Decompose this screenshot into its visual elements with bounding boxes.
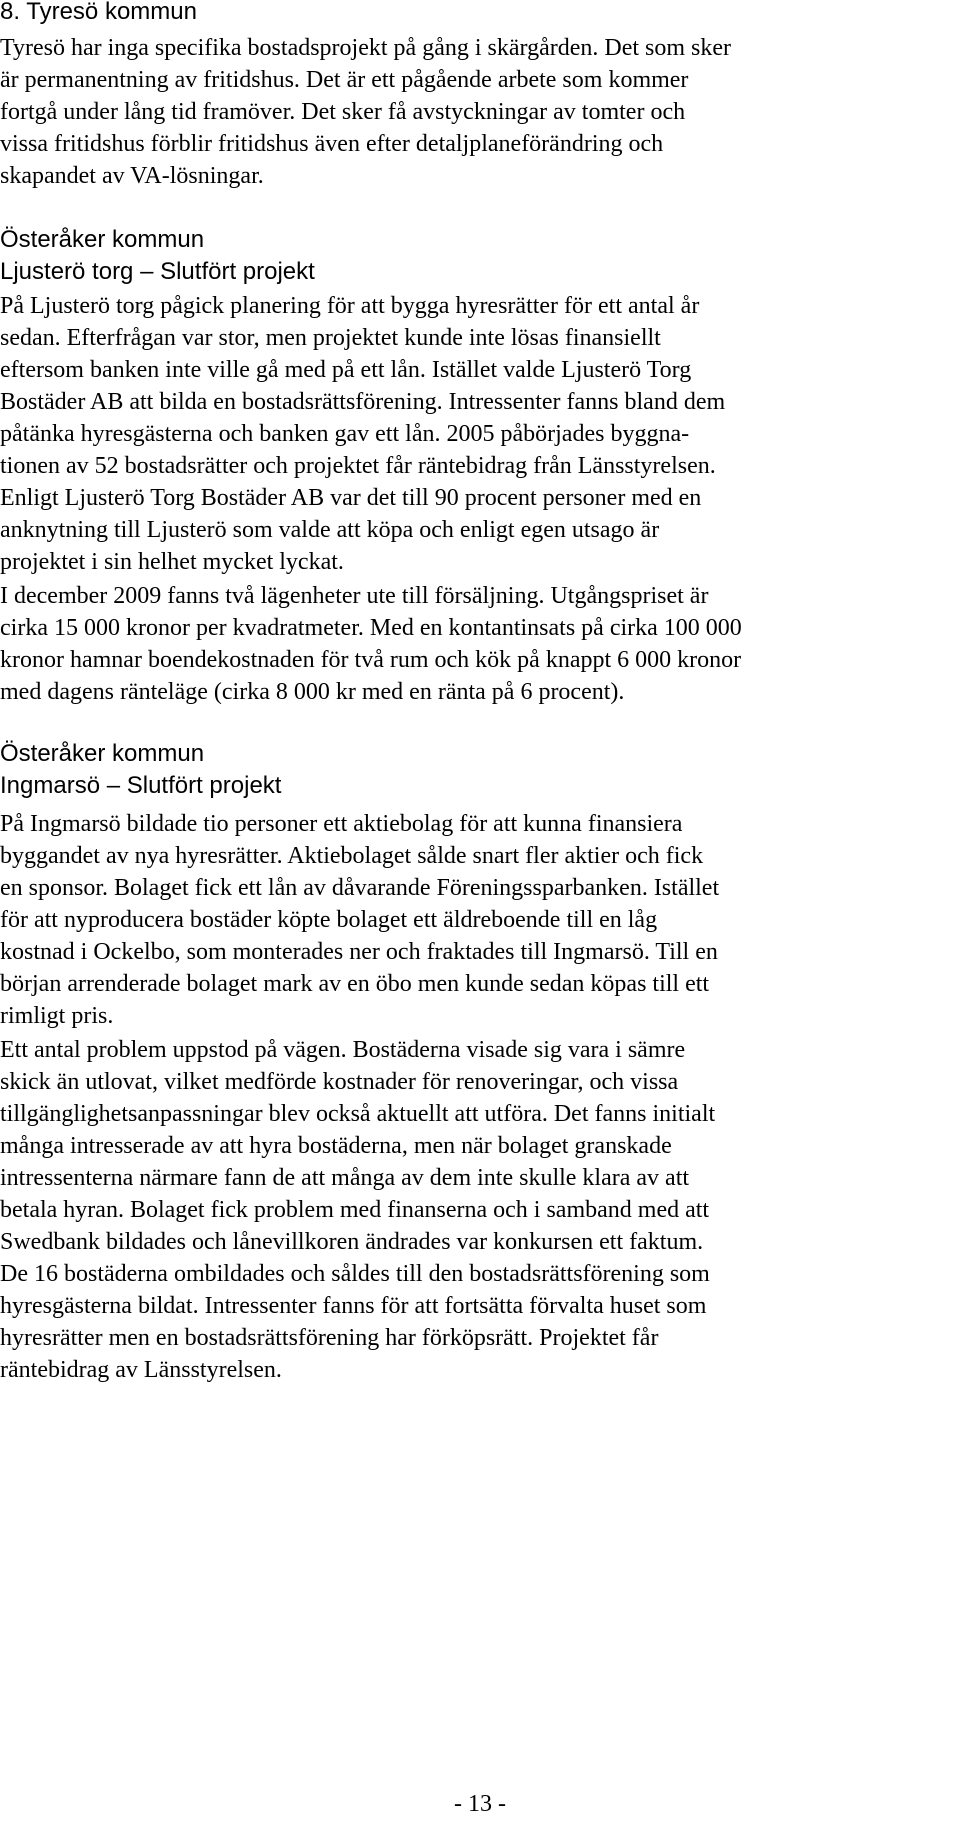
text-line: På Ingmarsö bildade tio personer ett aktiebolag för att kunna finansiera [0, 811, 683, 837]
text-line: Tyresö har inga specifika bostadsprojekt på gång i skärgården. Det som sker [0, 35, 732, 61]
ljustero-paragraph-1 [0, 290, 725, 578]
text-line: De 16 bostäderna ombildades och såldes till den bostadsrättsförening som [0, 1261, 710, 1287]
text-line: hyresrätter men en bostadsrättsförening har förköpsrätt. Projektet får [0, 1325, 659, 1351]
text-line: På Ljusterö torg pågick planering för att bygga hyresrätter för ett antal år [0, 293, 700, 319]
ingmarso-project-title: Ingmarsö – Slutfört projekt [0, 772, 282, 799]
text-line: vissa fritidshus förblir fritidshus även efter detaljplaneförändring och [0, 131, 664, 157]
text-line: cirka 15 000 kronor per kvadratmeter. Med en kontantinsats på cirka 100 000 [0, 615, 742, 641]
text-line: sedan. Efterfrågan var stor, men projektet kunde inte lösas finansiellt [0, 325, 661, 351]
text-line: I december 2009 fanns två lägenheter ute till försäljning. Utgångspriset är [0, 583, 709, 609]
text-line: hyresgästerna bildat. Intressenter fanns för att fortsätta förvalta huset som [0, 1293, 707, 1319]
text-line: för att nyproducera bostäder köpte bolaget ett äldreboende till en låg [0, 907, 658, 933]
text-line: påtänka hyresgästerna och banken gav ett lån. 2005 påbörjades byggna- [0, 421, 690, 447]
ingmarso-paragraph-2 [0, 1034, 715, 1386]
text-line: betala hyran. Bolaget fick problem med finanserna och i samband med att [0, 1197, 710, 1223]
text-line: eftersom banken inte ville gå med på ett lån. Istället valde Ljusterö Torg [0, 357, 692, 383]
text-line: Enligt Ljusterö Torg Bostäder AB var det till 90 procent personer med en [0, 485, 702, 511]
text-line: projektet i sin helhet mycket lyckat. [0, 549, 344, 575]
text-line: kostnad i Ockelbo, som monterades ner och fraktades till Ingmarsö. Till en [0, 939, 718, 965]
intro-paragraph [0, 32, 731, 192]
text-line: är permanentning av fritidshus. Det är ett pågående arbete som kommer [0, 67, 689, 93]
text-line: tionen av 52 bostadsrätter och projektet får räntebidrag från Länsstyrelsen. [0, 453, 716, 479]
page-number: - 13 - [454, 1791, 506, 1817]
text-line: skapandet av VA-lösningar. [0, 163, 264, 189]
section-heading: 8. Tyresö kommun [0, 0, 197, 25]
text-line: Swedbank bildades och lånevillkoren ändrades var konkursen ett faktum. [0, 1229, 704, 1255]
text-line: rimligt pris. [0, 1003, 114, 1029]
ljustero-municipality-heading: Österåker kommun [0, 226, 205, 253]
text-line: intressenterna närmare fann de att många av dem inte skulle klara av att [0, 1165, 690, 1191]
text-line: fortgå under lång tid framöver. Det sker få avstyckningar av tomter och [0, 99, 686, 125]
text-line: en sponsor. Bolaget fick ett lån av dåvarande Föreningssparbanken. Istället [0, 875, 720, 901]
text-line: anknytning till Ljusterö som valde att köpa och enligt egen utsago är [0, 517, 660, 543]
text-line: början arrenderade bolaget mark av en öbo men kunde sedan köpas till ett [0, 971, 710, 997]
text-line: skick än utlovat, vilket medförde kostnader för renoveringar, och vissa [0, 1069, 679, 1095]
ljustero-project-title: Ljusterö torg – Slutfört projekt [0, 258, 315, 285]
text-line: tillgänglighetsanpassningar blev också aktuellt att utföra. Det fanns initialt [0, 1101, 716, 1127]
ingmarso-paragraph-1 [0, 808, 719, 1032]
text-line: byggandet av nya hyresrätter. Aktiebolaget sålde snart fler aktier och fick [0, 843, 704, 869]
text-line: räntebidrag av Länsstyrelsen. [0, 1357, 282, 1383]
ljustero-paragraph-2 [0, 580, 742, 708]
text-line: Bostäder AB att bilda en bostadsrättsförening. Intressenter fanns bland dem [0, 389, 726, 415]
text-line: Ett antal problem uppstod på vägen. Bostäderna visade sig vara i sämre [0, 1037, 686, 1063]
text-line: med dagens ränteläge (cirka 8 000 kr med en ränta på 6 procent). [0, 679, 625, 705]
ingmarso-municipality-heading: Österåker kommun [0, 740, 205, 767]
text-line: många intresserade av att hyra bostäderna, men när bolaget granskade [0, 1133, 672, 1159]
text-line: kronor hamnar boendekostnaden för två rum och kök på knappt 6 000 kronor [0, 647, 742, 673]
